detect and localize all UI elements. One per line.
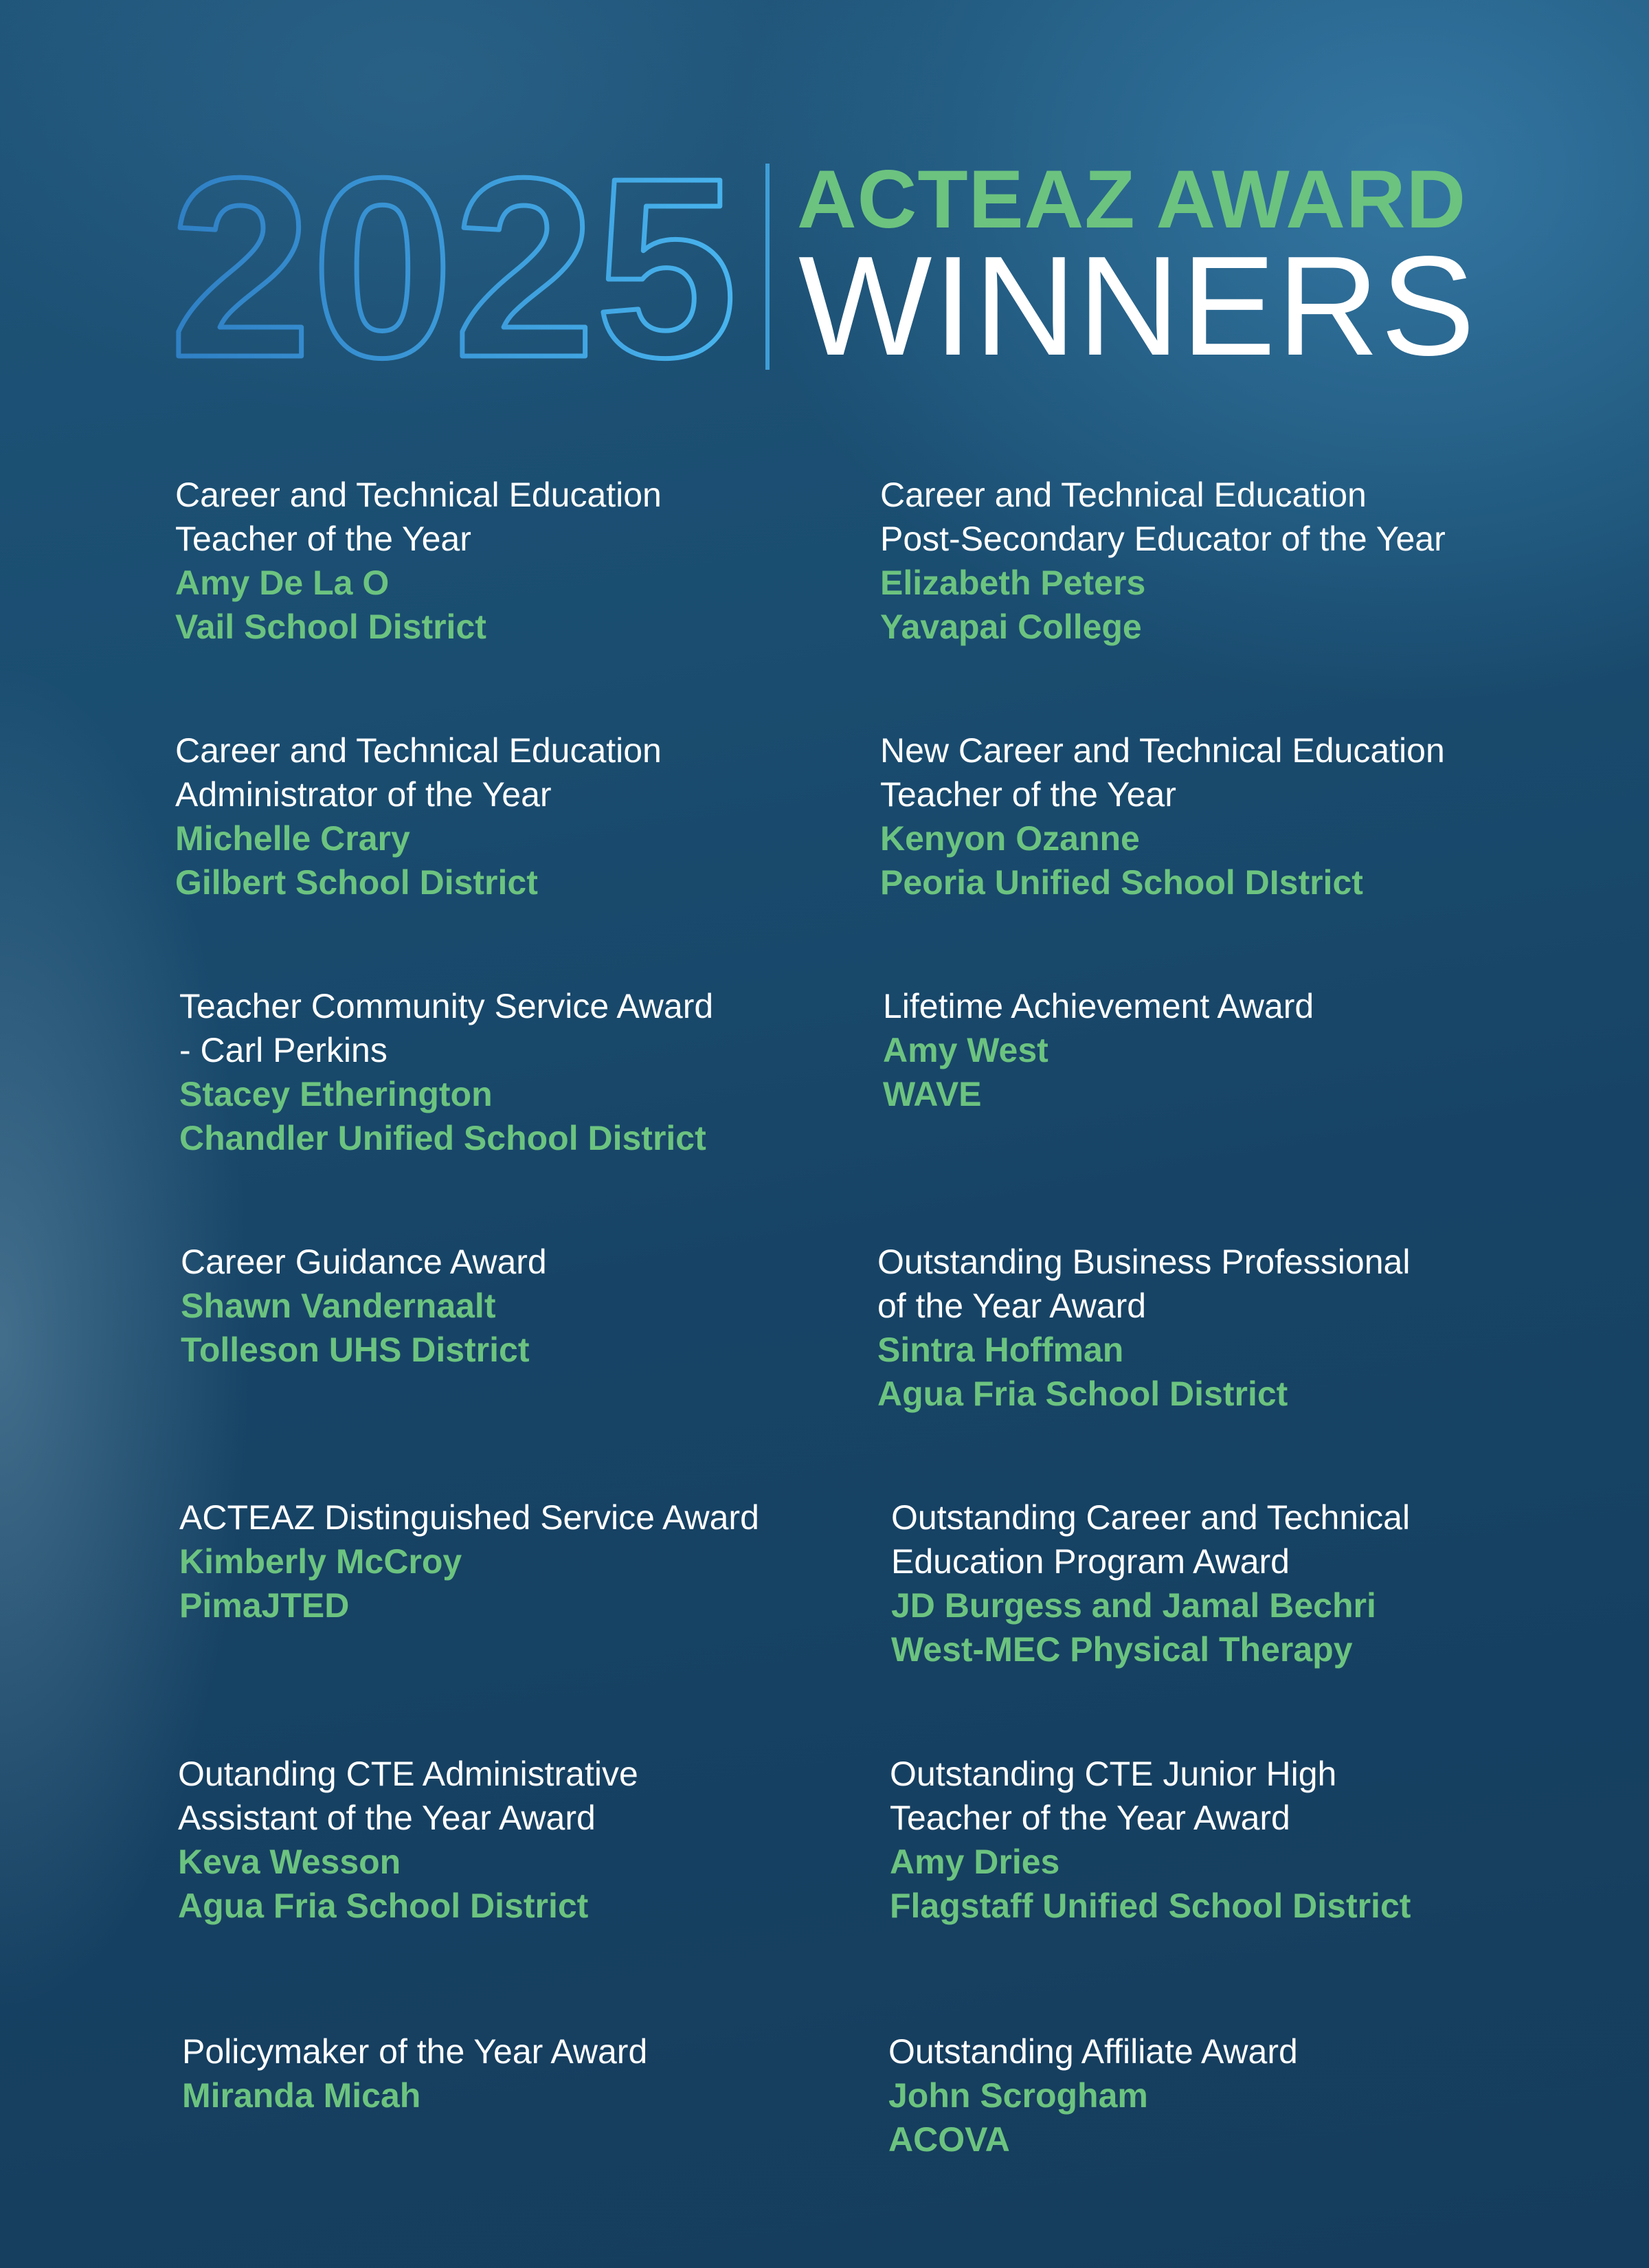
award-category: Teacher Community Service Award bbox=[179, 987, 714, 1025]
award-winner-org: Agua Fria School District bbox=[178, 1887, 589, 1925]
award-category: Career and Technical Education bbox=[175, 476, 662, 514]
award-winner-name: Elizabeth Peters bbox=[880, 564, 1146, 602]
award-block bbox=[877, 1240, 1551, 1416]
award-block bbox=[888, 2030, 1562, 2161]
award-category: Career and Technical Education bbox=[880, 476, 1367, 514]
award-winner-name: Amy Dries bbox=[890, 1843, 1060, 1881]
award-block bbox=[182, 2030, 855, 2117]
award-category: Teacher of the Year bbox=[880, 775, 1176, 814]
award-category: Outanding CTE Administrative bbox=[178, 1755, 638, 1793]
award-winner-org: Tolleson UHS District bbox=[181, 1331, 530, 1369]
award-winner-org: Vail School District bbox=[175, 608, 486, 646]
award-category: Career Guidance Award bbox=[181, 1243, 547, 1281]
title-divider bbox=[765, 164, 770, 370]
award-block bbox=[178, 1752, 851, 1928]
award-category: Administrator of the Year bbox=[175, 775, 552, 814]
award-block bbox=[891, 1496, 1564, 1671]
title-winners: WINNERS bbox=[798, 227, 1477, 385]
award-category: Outstanding CTE Junior High bbox=[890, 1755, 1337, 1793]
award-winner-name: John Scrogham bbox=[888, 2076, 1148, 2115]
award-winner-org: Peoria Unified School DIstrict bbox=[880, 863, 1363, 902]
award-winner-name: JD Burgess and Jamal Bechri bbox=[891, 1586, 1376, 1625]
award-winner-name: Sintra Hoffman bbox=[877, 1331, 1124, 1369]
award-category: Lifetime Achievement Award bbox=[883, 987, 1314, 1025]
award-category: - Carl Perkins bbox=[179, 1031, 388, 1069]
award-winner-org: Agua Fria School District bbox=[877, 1375, 1288, 1413]
award-winner-name: Amy De La O bbox=[175, 564, 390, 602]
award-category: Post-Secondary Educator of the Year bbox=[880, 520, 1446, 558]
award-winner-org: PimaJTED bbox=[179, 1586, 350, 1625]
award-block bbox=[181, 1240, 854, 1372]
award-winner-org: Flagstaff Unified School District bbox=[890, 1887, 1411, 1925]
award-category: Outstanding Business Professional bbox=[877, 1243, 1411, 1281]
award-category: ACTEAZ Distinguished Service Award bbox=[179, 1498, 759, 1537]
award-block bbox=[179, 984, 853, 1160]
award-winner-name: Michelle Crary bbox=[175, 819, 410, 858]
award-winner-org: Gilbert School District bbox=[175, 863, 538, 902]
award-category: Outstanding Career and Technical bbox=[891, 1498, 1411, 1537]
award-category: Policymaker of the Year Award bbox=[182, 2032, 648, 2071]
award-winner-org: West-MEC Physical Therapy bbox=[891, 1630, 1353, 1669]
award-block bbox=[175, 473, 849, 649]
award-winner-org: Chandler Unified School District bbox=[179, 1119, 706, 1157]
award-winner-name: Kimberly McCroy bbox=[179, 1542, 462, 1581]
award-block bbox=[880, 729, 1553, 904]
award-category: Teacher of the Year Award bbox=[890, 1799, 1290, 1837]
award-winner-name: Kenyon Ozanne bbox=[880, 819, 1140, 858]
award-winner-org: ACOVA bbox=[888, 2120, 1010, 2159]
award-winner-name: Shawn Vandernaalt bbox=[181, 1287, 496, 1325]
award-winner-name: Miranda Micah bbox=[182, 2076, 421, 2115]
award-block bbox=[883, 984, 1556, 1116]
title-acteaz-award: ACTEAZ AWARD bbox=[797, 153, 1467, 245]
award-block bbox=[175, 729, 849, 904]
award-winner-name: Stacey Etherington bbox=[179, 1075, 493, 1113]
award-category: Teacher of the Year bbox=[175, 520, 471, 558]
award-category: Education Program Award bbox=[891, 1542, 1290, 1581]
award-winner-name: Amy West bbox=[883, 1031, 1048, 1069]
award-category: Career and Technical Education bbox=[175, 731, 662, 770]
award-winner-org: Yavapai College bbox=[880, 608, 1142, 646]
award-block bbox=[890, 1752, 1563, 1928]
year-outline-graphic bbox=[165, 137, 742, 371]
award-winner-org: WAVE bbox=[883, 1075, 982, 1113]
award-category: of the Year Award bbox=[877, 1287, 1147, 1325]
award-winner-name: Keva Wesson bbox=[178, 1843, 401, 1881]
award-category: New Career and Technical Education bbox=[880, 731, 1445, 770]
year-text: 2025 bbox=[170, 137, 737, 371]
award-block bbox=[179, 1496, 853, 1627]
award-block bbox=[880, 473, 1553, 649]
award-category: Assistant of the Year Award bbox=[178, 1799, 596, 1837]
award-category: Outstanding Affiliate Award bbox=[888, 2032, 1298, 2071]
